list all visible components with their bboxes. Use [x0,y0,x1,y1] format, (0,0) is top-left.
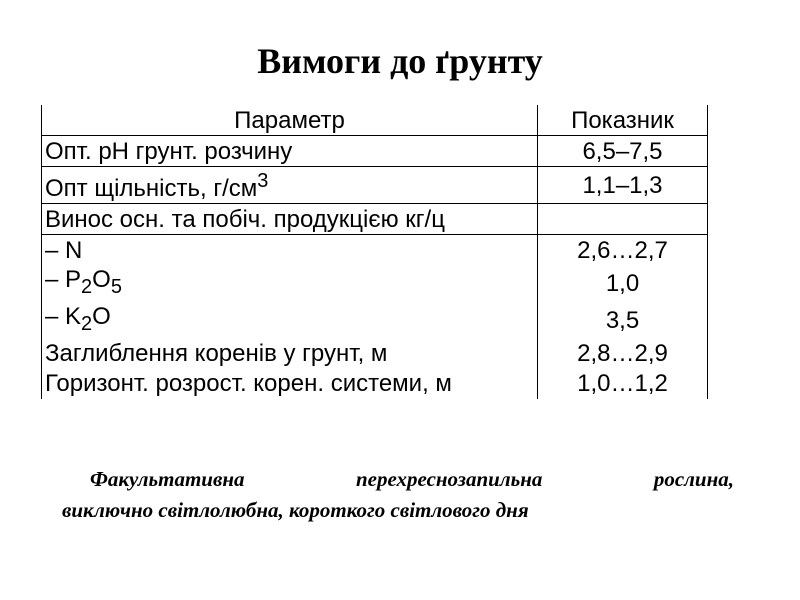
value-cell: 3,5 [538,302,708,339]
value-cell: 2,6…2,7 [538,235,708,266]
param-cell: – $P_2O_5$ [42,265,538,302]
value-cell: 1,0 [538,265,708,302]
value-cell [538,204,708,235]
param-cell: – N [42,235,538,266]
value-cell: 6,5–7,5 [538,136,708,167]
plant-note [62,464,734,526]
table-row [42,204,708,235]
value-cell: 1,1–1,3 [538,167,708,204]
table-header-row [42,105,708,136]
param-cell: – $K_2O$ [42,302,538,339]
soil-requirements-table [41,105,708,399]
param-cell: Винос осн. та побіч. продукцією кг/ц [42,204,538,235]
table-row [42,265,708,302]
value-cell: 2,8…2,9 [538,339,708,369]
table-row [42,167,708,204]
param-cell: Заглиблення коренів у грунт, м [42,339,538,369]
table-row [42,369,708,399]
note-line-2: виключно світлолюбна, короткого світлового дня [62,498,529,522]
header-value: Показник [538,105,708,136]
superscript: 3 [257,170,269,192]
table-row [42,302,708,339]
table-row [42,235,708,266]
param-cell: Горизонт. розрост. корен. системи, м [42,369,538,399]
value-cell: 1,0…1,2 [538,369,708,399]
note-line-1: Факультативна перехреснозапильна рослина, [90,467,734,491]
header-parameter: Параметр [42,105,538,136]
param-cell: Опт. рН грунт. розчину [42,136,538,167]
table-row [42,136,708,167]
table-row [42,339,708,369]
param-cell: Опт щільність, $г/см^3$ [42,167,538,204]
page-title: Вимоги до ґрунту [257,41,543,81]
